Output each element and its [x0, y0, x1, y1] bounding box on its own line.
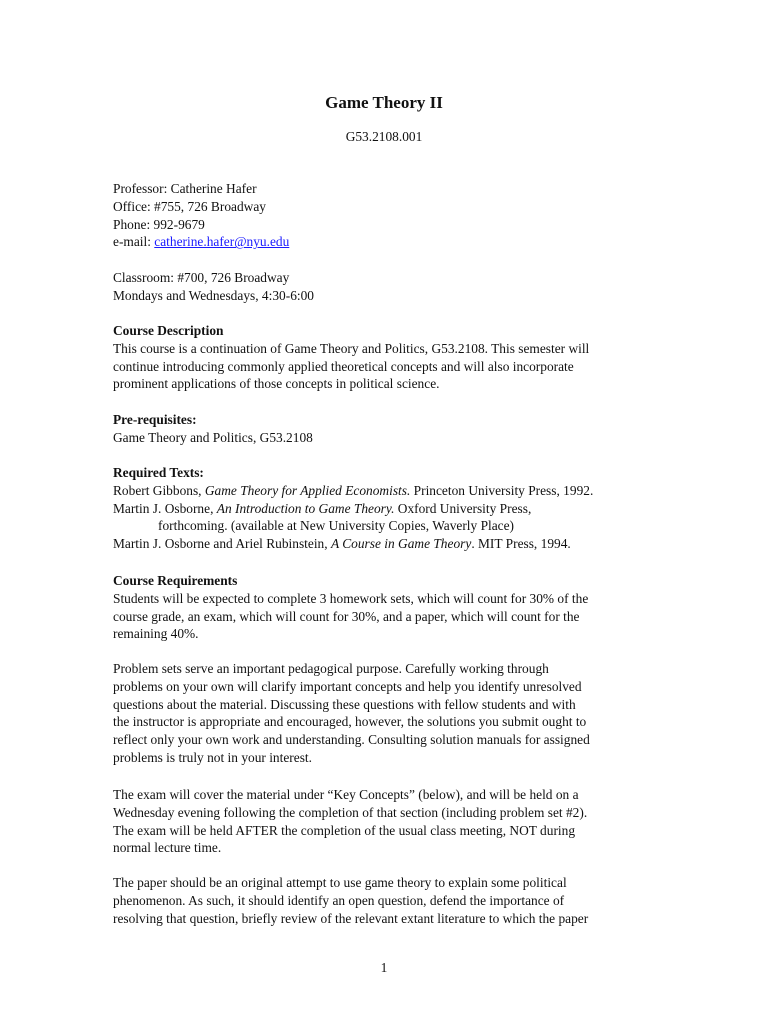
- paragraph-line: remaining 40%.: [113, 626, 199, 642]
- paragraph-line: Problem sets serve an important pedagogical purpose. Carefully working through: [113, 661, 549, 676]
- paragraph-line: reflect only your own work and understanding. Consulting solution manuals for assigned: [113, 732, 590, 748]
- required-texts-heading: Required Texts:: [113, 465, 204, 480]
- prerequisites-heading: Pre-requisites:: [113, 412, 197, 427]
- text-item: [113, 500, 653, 518]
- text-author: Robert Gibbons,: [113, 482, 205, 498]
- paragraph-line: prominent applications of those concepts in political science.: [113, 376, 440, 392]
- text-item: [113, 535, 653, 553]
- paragraph-line: resolving that question, briefly review of the relevant extant literature to which the paper: [113, 910, 589, 926]
- paragraph-line: Students will be expected to complete 3 homework sets, which will count for 30% of the: [113, 590, 589, 606]
- prerequisites-section: [113, 411, 653, 447]
- prerequisites-text: Game Theory and Politics, G53.2108: [113, 429, 313, 445]
- schedule-block: [113, 269, 653, 305]
- classroom-line: Classroom: #700, 726 Broadway: [113, 270, 290, 285]
- paragraph-line: normal lecture time.: [113, 840, 222, 856]
- paragraph-line: questions about the material. Discussing these questions with fellow students and with: [113, 696, 576, 712]
- office-line: Office: #755, 726 Broadway: [113, 198, 266, 214]
- page-number: 1: [380, 960, 388, 975]
- paragraph-line: course grade, an exam, which will count for 30%, and a paper, which will count for the: [113, 608, 580, 624]
- contact-block: [113, 180, 653, 251]
- paragraph-line: The exam will be held AFTER the completion of the usual class meeting, NOT during: [113, 822, 576, 838]
- text-item-continuation: forthcoming. (available at New University Copies, Waverly Place): [158, 518, 515, 534]
- course-code: G53.2108.001: [345, 129, 423, 144]
- text-publisher: Oxford University Press,: [394, 500, 532, 516]
- paragraph-line: continue introducing commonly applied theoretical concepts and will also incorporate: [113, 358, 574, 374]
- paragraph-line: This course is a continuation of Game Theory and Politics, G53.2108. This semester will: [113, 340, 590, 356]
- course-requirements-heading: Course Requirements: [113, 573, 238, 588]
- paragraph-line: the instructor is appropriate and encouraged, however, the solutions you submit ought to: [113, 714, 587, 730]
- text-title: An Introduction to Game Theory.: [216, 500, 395, 516]
- email-label: e-mail:: [113, 234, 155, 250]
- text-title: Game Theory for Applied Economists.: [204, 482, 411, 498]
- professor-line: Professor: Catherine Hafer: [113, 181, 257, 196]
- paper-paragraph: [113, 874, 653, 927]
- text-author: Martin J. Osborne,: [113, 500, 217, 516]
- problem-sets-paragraph: [113, 660, 653, 767]
- paragraph-line: phenomenon. As such, it should identify an open question, defend the importance of: [113, 892, 565, 908]
- course-description-heading: Course Description: [113, 323, 224, 338]
- text-author: Martin J. Osborne and Ariel Rubinstein,: [113, 536, 331, 552]
- course-description-section: [113, 322, 653, 393]
- phone-line: Phone: 992-9679: [113, 216, 205, 232]
- times-line: Mondays and Wednesdays, 4:30-6:00: [113, 287, 314, 303]
- text-publisher: Princeton University Press, 1992.: [410, 482, 594, 498]
- paragraph-line: Wednesday evening following the completion of that section (including problem set #2).: [113, 804, 588, 820]
- email-line: [113, 233, 653, 251]
- text-item: [113, 482, 653, 500]
- paragraph-line: The exam will cover the material under “Key Concepts” (below), and will be held on a: [113, 787, 579, 802]
- text-title: A Course in Game Theory: [330, 536, 472, 552]
- paragraph-line: problems on your own will clarify important concepts and help you identify unresolved: [113, 678, 582, 694]
- text-publisher: . MIT Press, 1994.: [471, 536, 571, 552]
- paragraph-line: The paper should be an original attempt to use game theory to explain some political: [113, 875, 567, 890]
- email-link[interactable]: catherine.hafer@nyu.edu: [154, 234, 290, 250]
- page-title: Game Theory II: [325, 93, 443, 112]
- course-requirements-section: [113, 572, 653, 643]
- required-texts-section: [113, 464, 653, 553]
- paragraph-line: problems is truly not in your interest.: [113, 749, 312, 765]
- exam-paragraph: [113, 786, 653, 857]
